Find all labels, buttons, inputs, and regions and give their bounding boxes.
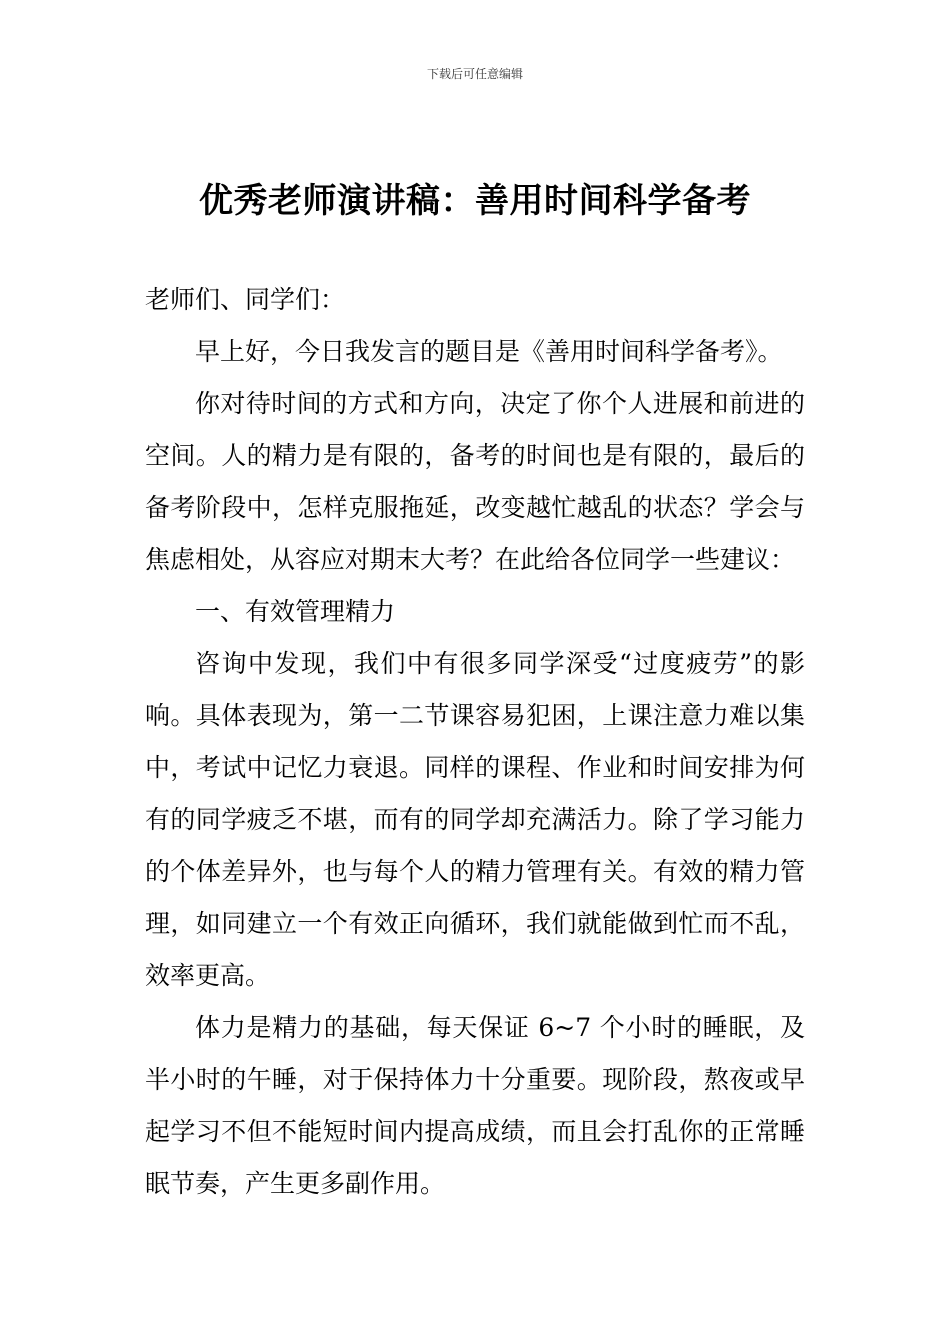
section-heading: 一、有效管理精力 <box>195 597 396 626</box>
salutation: 老师们、同学们： <box>145 285 346 314</box>
document-body <box>145 274 805 1210</box>
header-note: 下载后可任意编辑 <box>426 67 523 81</box>
paragraph-fatigue: 咨询中发现，我们中有很多同学深受“过度疲劳”的影响。具体表现为，第一二节课容易犯困，上课注意力难以集中，考试中记忆力衰退。同样的课程、作业和时间安排为何有的同学疲乏不堪，而有的同学却充满活力。除了学习能力的个体差异外，也与每个人的精力管理有关。有效的精力管理，如同建立一个有效正向循环，我们就能做到忙而不乱，效率更高。 <box>145 649 805 990</box>
paragraph-greeting: 早上好，今日我发言的题目是《善用时间科学备考》。 <box>195 337 783 366</box>
document-title: 优秀老师演讲稿：善用时间科学备考 <box>199 181 751 221</box>
paragraph-sleep: 体力是精力的基础，每天保证 6~7 个小时的睡眠，及半小时的午睡，对于保持体力十分重要。现阶段，熬夜或早起学习不但不能短时间内提高成绩，而且会打乱你的正常睡眠节奏，产生更多副作用。 <box>145 1013 805 1198</box>
paragraph-intro: 你对待时间的方式和方向，决定了你个人进展和前进的空间。人的精力是有限的，备考的时间也是有限的，最后的备考阶段中，怎样克服拖延，改变越忙越乱的状态？学会与焦虑相处，从容应对期末大考？在此给各位同学一些建议： <box>145 389 805 574</box>
